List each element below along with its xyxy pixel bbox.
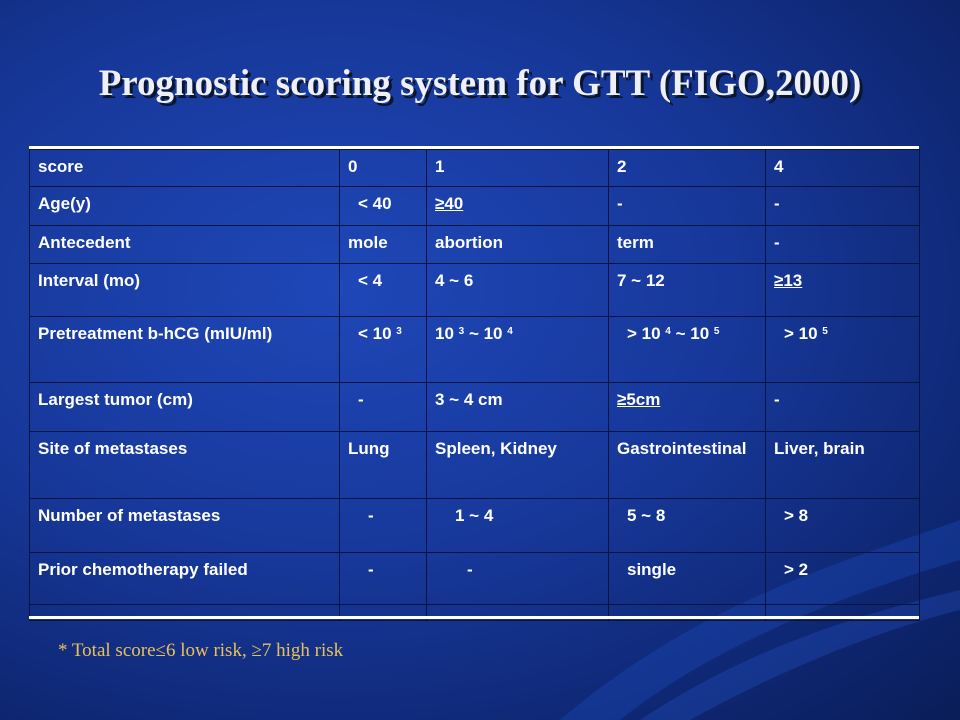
- cell-score-1: [427, 317, 609, 383]
- table-row: [30, 383, 920, 432]
- hcg-exponent: 3: [396, 326, 402, 337]
- table-row: [30, 226, 920, 264]
- header-cell: 1: [427, 150, 609, 187]
- header-cell: 4: [766, 150, 920, 187]
- table-bottom-rule: [29, 616, 919, 619]
- row-label: Age(y): [30, 187, 340, 226]
- row-label: Pretreatment b-hCG (mIU/ml): [30, 317, 340, 383]
- cell-score-1: 1 ~ 4: [427, 499, 609, 553]
- cell-score-2: 5 ~ 8: [609, 499, 766, 553]
- hcg-value: < 10: [358, 324, 392, 343]
- cell-score-4: Liver, brain: [766, 432, 920, 499]
- row-label: Prior chemotherapy failed: [30, 553, 340, 605]
- cell-score-0: < 4: [340, 264, 427, 317]
- cell-score-4: -: [766, 187, 920, 226]
- hcg-value: ~ 10: [675, 324, 710, 343]
- row-label: Antecedent: [30, 226, 340, 264]
- page-title: Prognostic scoring system for GTT (FIGO,2000): [98, 63, 862, 104]
- cell-score-2: single: [609, 553, 766, 605]
- row-label: Number of metastases: [30, 499, 340, 553]
- hcg-exponent: 4: [507, 326, 513, 337]
- table-row: [30, 432, 920, 499]
- cell-score-1: 3 ~ 4 cm: [427, 383, 609, 432]
- cell-score-0: < 40: [340, 187, 427, 226]
- row-label: Largest tumor (cm): [30, 383, 340, 432]
- footnote: * Total score≤6 low risk, ≥7 high risk: [58, 640, 344, 661]
- table-row: [30, 187, 920, 226]
- cell-score-4: -: [766, 383, 920, 432]
- cell-score-1: -: [427, 553, 609, 605]
- header-cell: 2: [609, 150, 766, 187]
- cell-score-4: [766, 317, 920, 383]
- cell-score-1: 4 ~ 6: [427, 264, 609, 317]
- hcg-value: > 10: [627, 324, 661, 343]
- hcg-exponent: 5: [713, 326, 720, 337]
- hcg-value: ~ 10: [468, 324, 503, 343]
- cell-score-2: term: [609, 226, 766, 264]
- cell-score-4: ≥13: [766, 264, 920, 317]
- cell-score-2: ≥5cm: [609, 383, 766, 432]
- scoring-grid: [29, 149, 920, 621]
- cell-score-0: -: [340, 499, 427, 553]
- hcg-value: > 10: [784, 324, 818, 343]
- cell-score-4: > 2: [766, 553, 920, 605]
- hcg-exponent: 4: [665, 326, 671, 337]
- cell-score-1: Spleen, Kidney: [427, 432, 609, 499]
- table-row: [30, 553, 920, 605]
- header-cell: 0: [340, 150, 427, 187]
- cell-score-1: ≥40: [427, 187, 609, 226]
- cell-score-1: abortion: [427, 226, 609, 264]
- cell-score-2: 7 ~ 12: [609, 264, 766, 317]
- cell-score-2: -: [609, 187, 766, 226]
- hcg-value: 10: [435, 324, 454, 343]
- table-header-row: [30, 150, 920, 187]
- table-row: [30, 317, 920, 383]
- cell-score-0: mole: [340, 226, 427, 264]
- cell-score-0: -: [340, 553, 427, 605]
- cell-score-2: Gastrointestinal: [609, 432, 766, 499]
- cell-score-2: [609, 317, 766, 383]
- header-cell: score: [30, 150, 340, 187]
- table-row: [30, 499, 920, 553]
- hcg-exponent: 5: [822, 326, 828, 337]
- scoring-table: [29, 146, 919, 632]
- cell-score-0: -: [340, 383, 427, 432]
- row-label: Interval (mo): [30, 264, 340, 317]
- table-row: [30, 264, 920, 317]
- cell-score-0: [340, 317, 427, 383]
- cell-score-4: -: [766, 226, 920, 264]
- cell-score-4: > 8: [766, 499, 920, 553]
- row-label: Site of metastases: [30, 432, 340, 499]
- hcg-exponent: 3: [458, 326, 465, 337]
- cell-score-0: Lung: [340, 432, 427, 499]
